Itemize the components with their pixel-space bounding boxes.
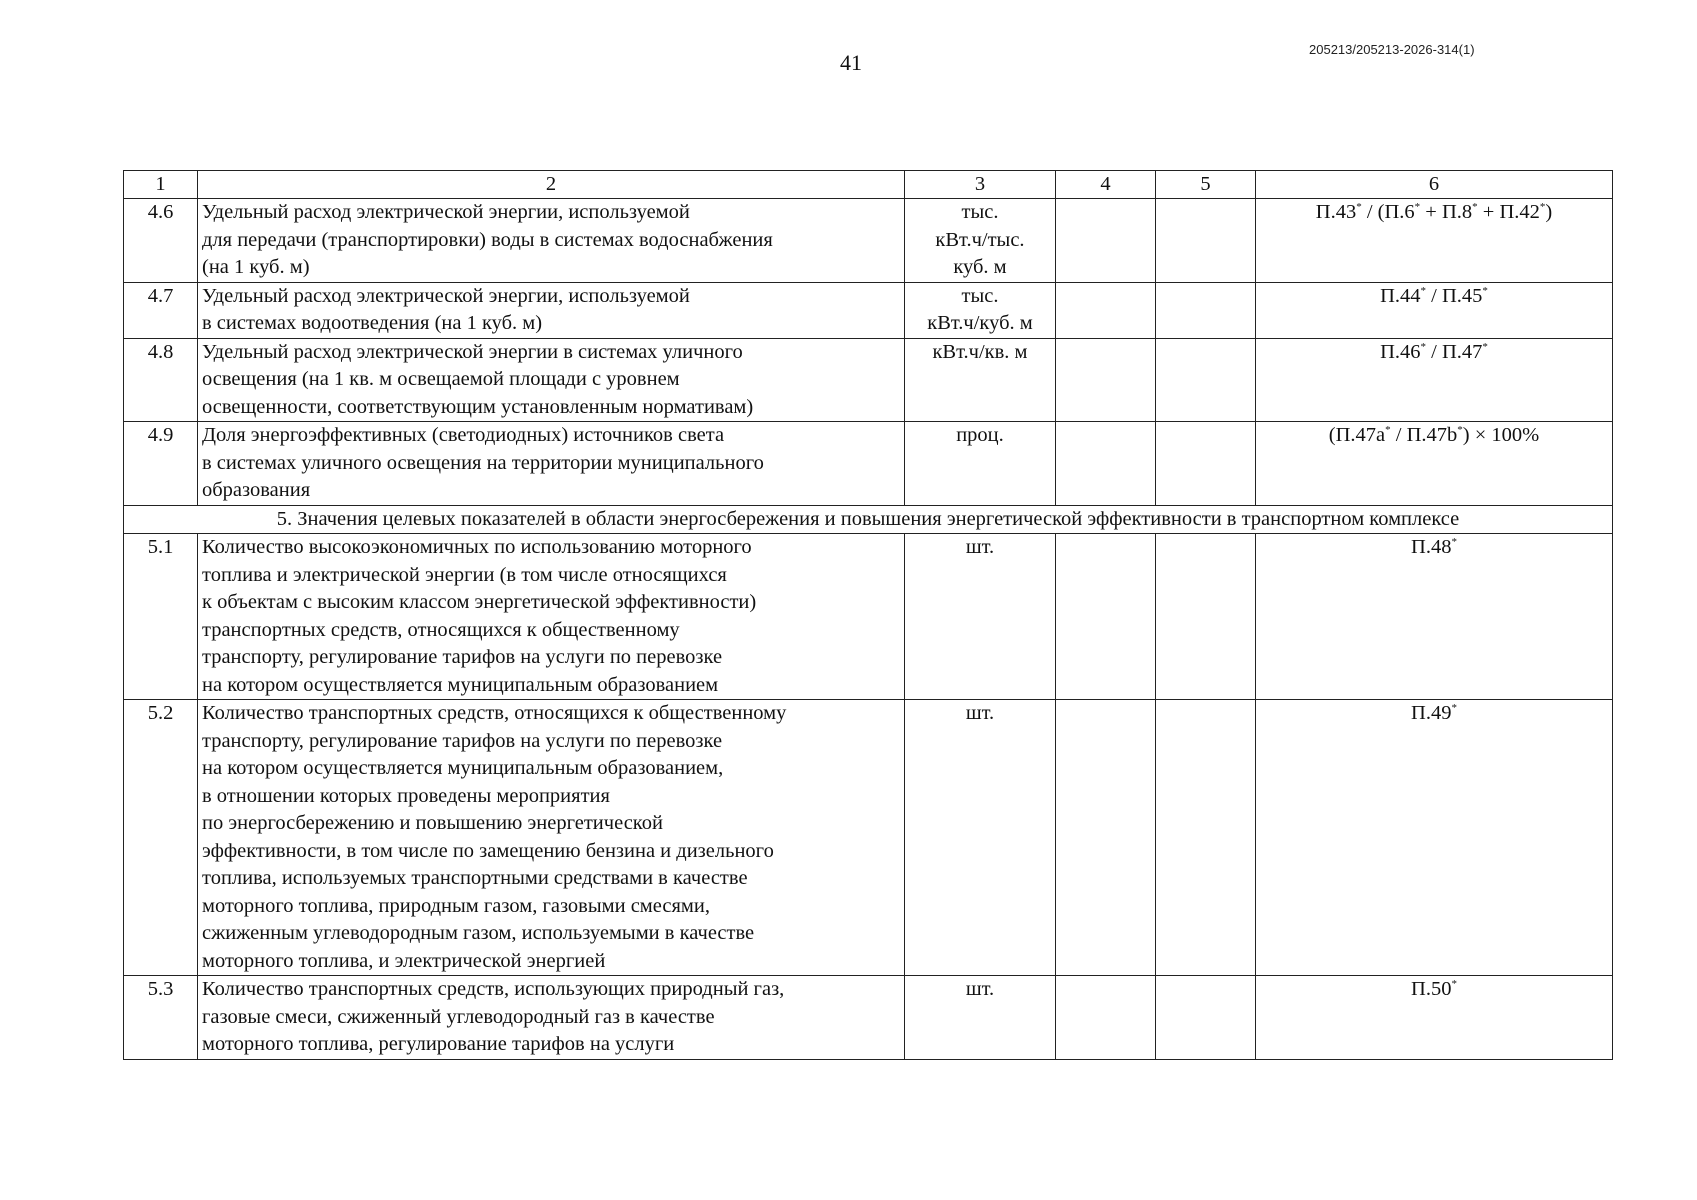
- description-line: по энергосбережению и повышению энергетической: [202, 812, 663, 834]
- header-cell: 2: [198, 171, 905, 199]
- description-line: Количество транспортных средств, использующих природный газ,: [202, 978, 785, 1000]
- description-line: транспорту, регулирование тарифов на услуги по перевозке: [202, 646, 723, 668]
- formula-part: (П.47а: [1328, 424, 1386, 446]
- description-line: в отношении которых проведены мероприятия: [202, 784, 610, 807]
- formula-part: + П.8: [1420, 201, 1473, 223]
- table-row: [124, 199, 1613, 283]
- section-title: 5. Значения целевых показателей в области энергосбережения и повышения энергетической эффективности в транспортном комплексе: [124, 505, 1613, 534]
- row-number: 4.8: [124, 338, 198, 422]
- row-number: 5.3: [124, 976, 198, 1060]
- unit-line: кВт.ч/куб. м: [927, 312, 1033, 334]
- column-4-cell: [1056, 700, 1156, 976]
- formula-part: П.46: [1380, 340, 1421, 363]
- formula-part: П.50: [1411, 978, 1452, 1000]
- description-line: Количество высокоэкономичных по использованию моторного: [202, 536, 752, 558]
- header-cell: 6: [1256, 171, 1613, 199]
- description-line: Удельный расход электрической энергии в системах уличного: [202, 340, 743, 363]
- unit-line: куб. м: [953, 256, 1007, 278]
- column-5-cell: [1156, 422, 1256, 506]
- column-5-cell: [1156, 338, 1256, 422]
- description-line: транспортных средств, относящихся к общественному: [202, 618, 680, 641]
- column-4-cell: [1056, 338, 1156, 422]
- column-5-cell: [1156, 700, 1256, 976]
- description-line: моторного топлива, и электрической энергией: [202, 949, 606, 972]
- formula-part: / П.47: [1426, 340, 1483, 363]
- footnote-asterisk: *: [1356, 201, 1362, 214]
- unit-line: шт.: [965, 702, 995, 724]
- footnote-asterisk: *: [1385, 424, 1391, 437]
- table-row: [124, 282, 1613, 338]
- unit-of-measure: [905, 976, 1056, 1060]
- description-line: газовые смеси, сжиженный углеводородный газ в качестве: [202, 1005, 715, 1028]
- footnote-asterisk: *: [1482, 340, 1488, 353]
- description-line: на котором осуществляется муниципальным образованием,: [202, 757, 724, 779]
- header-cell: 3: [905, 171, 1056, 199]
- unit-of-measure: [905, 199, 1056, 283]
- calculation-formula: [1256, 976, 1613, 1060]
- description-line: в системах водоотведения (на 1 куб. м): [202, 312, 543, 334]
- unit-line: шт.: [965, 536, 995, 558]
- description-line: к объектам с высоким классом энергетической эффективности): [202, 591, 757, 613]
- description-line: освещения (на 1 кв. м освещаемой площади с уровнем: [202, 368, 680, 390]
- unit-of-measure: [905, 338, 1056, 422]
- formula-part: / П.45: [1426, 284, 1483, 307]
- description-line: Доля энергоэффективных (светодиодных) источников света: [202, 424, 725, 446]
- column-4-cell: [1056, 976, 1156, 1060]
- formula-part: ): [1545, 201, 1553, 223]
- column-5-cell: [1156, 534, 1256, 700]
- unit-line: кВт.ч/тыс.: [935, 228, 1025, 251]
- description-line: Количество транспортных средств, относящихся к общественному: [202, 702, 787, 724]
- header-cell: 4: [1056, 171, 1156, 199]
- table-row: [124, 700, 1613, 976]
- unit-line: шт.: [965, 978, 995, 1000]
- description-line: эффективности, в том числе по замещению бензина и дизельного: [202, 839, 774, 862]
- description-line: Удельный расход электрической энергии, используемой: [202, 284, 690, 307]
- footnote-asterisk: *: [1451, 978, 1457, 991]
- indicator-description: [198, 976, 905, 1060]
- unit-of-measure: [905, 422, 1056, 506]
- unit-line: тыс.: [961, 201, 999, 223]
- formula-part: П.44: [1380, 284, 1421, 307]
- footnote-asterisk: *: [1414, 201, 1421, 214]
- description-line: сжиженным углеводородным газом, используемыми в качестве: [202, 922, 755, 944]
- unit-of-measure: [905, 700, 1056, 976]
- column-4-cell: [1056, 422, 1156, 506]
- unit-line: кВт.ч/кв. м: [932, 340, 1028, 363]
- column-4-cell: [1056, 534, 1156, 700]
- table-row: [124, 976, 1613, 1060]
- column-5-cell: [1156, 199, 1256, 283]
- formula-part: ) × 100%: [1462, 424, 1540, 446]
- table-row: [124, 422, 1613, 506]
- header-row: [124, 171, 1613, 199]
- description-line: освещенности, соответствующим установленным нормативам): [202, 395, 754, 418]
- unit-of-measure: [905, 282, 1056, 338]
- description-line: образования: [202, 479, 311, 501]
- row-number: 4.7: [124, 282, 198, 338]
- column-5-cell: [1156, 976, 1256, 1060]
- unit-of-measure: [905, 534, 1056, 700]
- calculation-formula: [1256, 282, 1613, 338]
- column-5-cell: [1156, 282, 1256, 338]
- row-number: 4.6: [124, 199, 198, 283]
- calculation-formula: [1256, 199, 1613, 283]
- indicator-description: [198, 534, 905, 700]
- indicator-description: [198, 422, 905, 506]
- footnote-asterisk: *: [1482, 284, 1488, 297]
- row-number: 5.2: [124, 700, 198, 976]
- description-line: (на 1 куб. м): [202, 256, 310, 278]
- footnote-asterisk: *: [1451, 702, 1457, 715]
- formula-part: / П.47b: [1390, 424, 1458, 446]
- description-line: Удельный расход электрической энергии, используемой: [202, 201, 690, 223]
- indicator-description: [198, 282, 905, 338]
- calculation-formula: [1256, 700, 1613, 976]
- indicator-description: [198, 338, 905, 422]
- description-line: транспорту, регулирование тарифов на услуги по перевозке: [202, 729, 723, 752]
- table-row: [124, 534, 1613, 700]
- footnote-asterisk: *: [1420, 284, 1427, 297]
- footnote-asterisk: *: [1539, 201, 1546, 214]
- unit-line: тыс.: [961, 284, 999, 307]
- footnote-asterisk: *: [1472, 201, 1478, 214]
- formula-part: П.49: [1411, 702, 1452, 724]
- formula-part: П.48: [1411, 536, 1452, 558]
- table-row: [124, 338, 1613, 422]
- document-code: 205213/205213-2026-314(1): [1309, 42, 1475, 57]
- page-number: 41: [840, 50, 862, 75]
- description-line: моторного топлива, природным газом, газовыми смесями,: [202, 894, 710, 917]
- description-line: моторного топлива, регулирование тарифов на услуги: [202, 1033, 675, 1055]
- formula-part: + П.42: [1477, 201, 1540, 223]
- calculation-formula: [1256, 338, 1613, 422]
- row-number: 5.1: [124, 534, 198, 700]
- formula-part: П.43: [1315, 201, 1357, 223]
- description-line: топлива и электрической энергии (в том числе относящихся: [202, 563, 727, 586]
- description-line: в системах уличного освещения на территории муниципального: [202, 451, 764, 474]
- indicator-description: [198, 199, 905, 283]
- row-number: 4.9: [124, 422, 198, 506]
- indicator-description: [198, 700, 905, 976]
- section-row: [124, 505, 1613, 534]
- description-line: топлива, используемых транспортными средствами в качестве: [202, 867, 748, 889]
- column-4-cell: [1056, 282, 1156, 338]
- calculation-formula: [1256, 422, 1613, 506]
- footnote-asterisk: *: [1451, 536, 1457, 549]
- description-line: на котором осуществляется муниципальным образованием: [202, 673, 719, 696]
- formula-part: / (П.6: [1361, 201, 1415, 223]
- footnote-asterisk: *: [1457, 424, 1463, 437]
- description-line: для передачи (транспортировки) воды в системах водоснабжения: [202, 228, 773, 251]
- column-4-cell: [1056, 199, 1156, 283]
- header-cell: 5: [1156, 171, 1256, 199]
- footnote-asterisk: *: [1420, 340, 1427, 353]
- header-cell: 1: [124, 171, 198, 199]
- calculation-formula: [1256, 534, 1613, 700]
- unit-line: проц.: [956, 424, 1004, 446]
- indicators-table: [123, 170, 1613, 1060]
